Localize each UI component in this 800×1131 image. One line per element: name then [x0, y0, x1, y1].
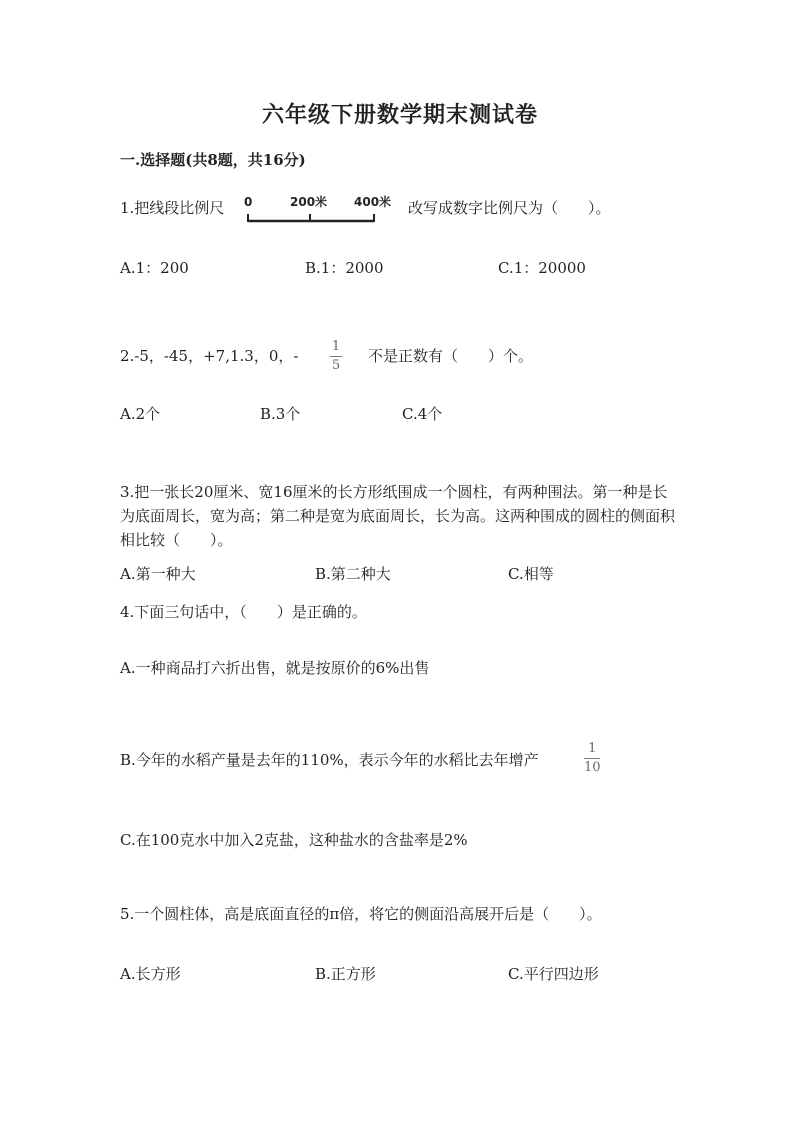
- scale-label-400: 400米: [354, 195, 392, 209]
- q2-text-after: 不是正数有（ ）个。: [368, 347, 534, 365]
- q3-text: 3.把一张长20厘米、宽16厘米的长方形纸围成一个圆柱，有两种围法。第一种是长为底面周长，宽为高；第二种是宽为底面周长，长为高。这两种围成的圆柱的侧面积相比较（ ）。: [120, 483, 676, 549]
- q5-option-a[interactable]: A.长方形: [120, 965, 181, 983]
- q1-text-before: 1.把线段比例尺: [120, 199, 225, 217]
- section-heading: 一.选择题(共8题，共16分): [120, 151, 306, 169]
- q2-frac-numerator: 1: [331, 339, 341, 354]
- q2-text-before: 2.-5，-45，+7,1.3，0，-: [120, 347, 299, 365]
- q3-option-b[interactable]: B.第二种大: [315, 565, 391, 583]
- scale-label-200: 200米: [290, 195, 328, 209]
- q2-option-b[interactable]: B.3个: [260, 405, 301, 423]
- q2-fraction: [330, 340, 342, 373]
- q4-option-b-fraction: [584, 742, 601, 775]
- q2-option-c[interactable]: C.4个: [402, 405, 443, 423]
- scale-label-0: 0: [244, 195, 253, 209]
- q1-text-after: 改写成数字比例尺为（ ）。: [408, 199, 611, 217]
- q1-option-c[interactable]: C.1：20000: [498, 259, 586, 277]
- q3-option-a[interactable]: A.第一种大: [120, 565, 196, 583]
- q4-text: 4.下面三句话中，（ ）是正确的。: [120, 603, 367, 621]
- q2-frac-denominator: 5: [331, 358, 341, 373]
- q4-frac-denominator: 10: [584, 760, 601, 775]
- q3-option-c[interactable]: C.相等: [508, 565, 554, 583]
- q5-option-c[interactable]: C.平行四边形: [508, 965, 599, 983]
- q4-option-a[interactable]: A.一种商品打六折出售，就是按原价的6%出售: [120, 659, 430, 677]
- scale-bar-figure: [240, 190, 400, 230]
- q5-text: 5.一个圆柱体，高是底面直径的π倍，将它的侧面沿高展开后是（ ）。: [120, 905, 602, 923]
- q4-frac-numerator: 1: [588, 741, 597, 756]
- q4-option-b[interactable]: B.今年的水稻产量是去年的110%，表示今年的水稻比去年增产: [120, 751, 539, 769]
- q1-option-a[interactable]: A.1：200: [120, 259, 189, 277]
- q2-option-a[interactable]: A.2个: [120, 405, 161, 423]
- q5-option-b[interactable]: B.正方形: [315, 965, 376, 983]
- q4-option-c[interactable]: C.在100克水中加入2克盐，这种盐水的含盐率是2%: [120, 831, 468, 849]
- q1-option-b[interactable]: B.1：2000: [305, 259, 384, 277]
- q2-frac-bar: [330, 356, 342, 357]
- page-title: 六年级下册数学期末测试卷: [261, 102, 538, 128]
- q4-frac-bar: [584, 758, 600, 759]
